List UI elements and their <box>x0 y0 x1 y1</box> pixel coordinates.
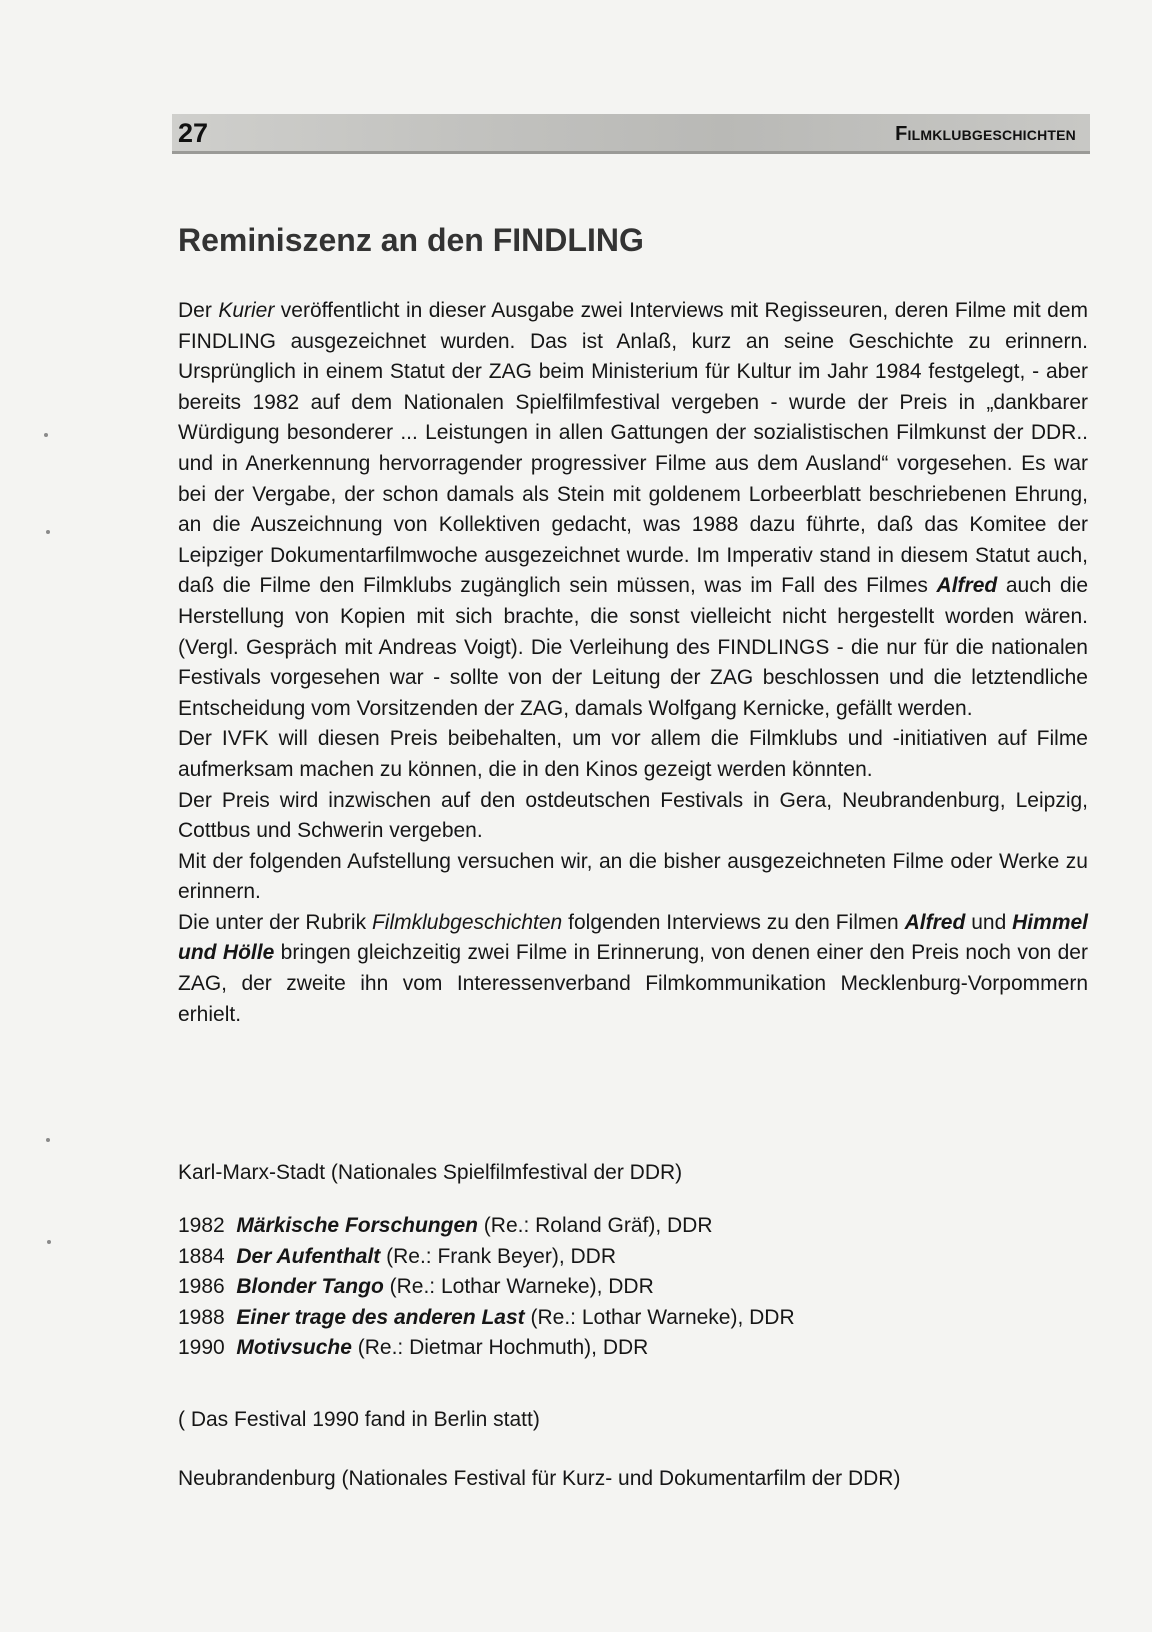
section-title: Filmklubgeschichten <box>895 123 1076 145</box>
award-entry <box>178 1211 1088 1242</box>
note-text: ( Das Festival 1990 fand in Berlin statt) <box>178 1408 540 1431</box>
scan-speck <box>47 1240 51 1244</box>
film-details: (Re.: Frank Beyer), DDR <box>380 1244 617 1268</box>
paragraph-ivfk: Der IVFK will diesen Preis beibehalten, um vor allem die Filmklubs und -initiativen auf Filme aufmerksam machen zu können, die in den Kinos gezeigt werden könnten. <box>178 727 1088 781</box>
festival-heading <box>178 1464 1088 1495</box>
paragraph-festivals: Der Preis wird inzwischen auf den ostdeutschen Festivals in Gera, Neubrandenburg, Leipzig, Cottbus und Schwerin vergeben. <box>178 788 1088 843</box>
article-title: Reminiszenz an den FINDLING <box>178 222 644 258</box>
film-details: (Re.: Lothar Warneke), DDR <box>524 1305 795 1329</box>
festival-heading <box>178 1158 1088 1189</box>
text-run: bringen gleichzeitig zwei Filme in Erinnerung, von denen einer den Preis noch von der ZAG, der zweite ihn vom Interessenverband Filmkommunikation Mecklenburg-Vorpommern erhielt. <box>178 941 1088 1026</box>
text-run: und <box>965 910 1013 934</box>
film-details: (Re.: Dietmar Hochmuth), DDR <box>351 1336 649 1359</box>
page-number: 27 <box>178 118 209 148</box>
festival-name: Karl-Marx-Stadt (Nationales Spielfilmfestival der DDR) <box>178 1161 683 1184</box>
award-entry <box>178 1333 1088 1364</box>
award-entry <box>178 1272 1088 1303</box>
text-run: veröffentlicht in dieser Ausgabe zwei Interviews mit Regisseuren, deren Filme mit dem FINDLING ausgezeichnet wurden. Das ist Anlaß, kurz an seine Geschichte zu erinnern. Ursprünglich in einem Statut der ZAG beim Ministerium für Kultur im Jahr 1984 festgelegt, - aber bereits 1982 auf dem Nationalen Spielfilmfestival vergeben - wurde der Preis in „dankbarer Würdigung besonderer ... Leistungen in allen Gattungen der sozialistischen Filmkunst der DDR.. und in Anerkennung hervorragender progressiver Filme aus dem Ausland“ vorgesehen. Es war bei der Vergabe, der schon damals als Stein mit goldenem Lorbeerblatt beschriebenen Ehrung, an die Auszeichnung von Kollektiven gedacht, was 1988 dazu führte, daß das Komitee der Leipziger Dokumentarfilmwoche ausgezeichnet wurde. Im Imperativ stand in diesem Statut auch, daß die Filme den Filmklubs zugänglich sein müssen, was im Fall des Filmes <box>178 299 1088 598</box>
rubric-name: Filmklubgeschichten <box>371 910 563 934</box>
publication-name: Kurier <box>218 299 275 322</box>
scan-speck <box>46 530 50 534</box>
award-year: 1986 <box>178 1275 225 1298</box>
film-details: (Re.: Lothar Warneke), DDR <box>383 1275 654 1298</box>
scan-speck <box>44 433 48 437</box>
paragraph-list-intro: Mit der folgenden Aufstellung versuchen wir, an die bisher ausgezeichneten Filme oder Werke zu erinnern. <box>178 849 1088 904</box>
page-header-bar <box>172 114 1090 154</box>
award-entry <box>178 1242 1088 1273</box>
text-run: Der <box>178 299 219 322</box>
award-list <box>178 1211 1088 1364</box>
film-title: Märkische Forschungen <box>236 1214 478 1237</box>
film-title: Der Aufenthalt <box>236 1244 381 1268</box>
award-entry <box>178 1303 1088 1334</box>
film-title: Einer trage des anderen Last <box>236 1305 525 1329</box>
text-run: folgenden Interviews zu den Filmen <box>562 910 905 934</box>
text-run: auch die Herstellung von Kopien mit sich brachte, die sonst vielleicht nicht hergestellt worden wären. (Vergl. Gespräch mit Andreas Voigt). Die Verleihung des FINDLINGS - die nur für die nationalen Festivals vorgesehen war - sollte von der Leitung der ZAG beschlossen und die letztendliche Entscheidung vom Vorsitzenden der ZAG, damals Wolfgang Kernicke, gefällt werden. <box>178 574 1089 720</box>
film-title: Alfred <box>904 910 966 934</box>
paragraph-intro <box>178 296 1088 724</box>
text-run: Die unter der Rubrik <box>178 910 372 934</box>
festival-name: Neubrandenburg (Nationales Festival für Kurz- und Dokumentarfilm der DDR) <box>178 1467 901 1490</box>
award-year: 1988 <box>178 1305 225 1329</box>
film-title: Alfred <box>936 574 998 598</box>
film-title: Motivsuche <box>236 1336 352 1359</box>
film-title: Himmel und Hölle <box>178 910 1088 965</box>
award-year: 1982 <box>178 1214 225 1237</box>
film-details: (Re.: Roland Gräf), DDR <box>477 1214 713 1237</box>
award-year: 1884 <box>178 1244 225 1268</box>
paragraph-interviews <box>178 908 1088 1030</box>
film-title: Blonder Tango <box>236 1275 384 1298</box>
festival-note <box>178 1405 1088 1436</box>
article-body <box>178 296 1088 1030</box>
award-year: 1990 <box>178 1336 225 1359</box>
scan-speck <box>46 1138 50 1142</box>
